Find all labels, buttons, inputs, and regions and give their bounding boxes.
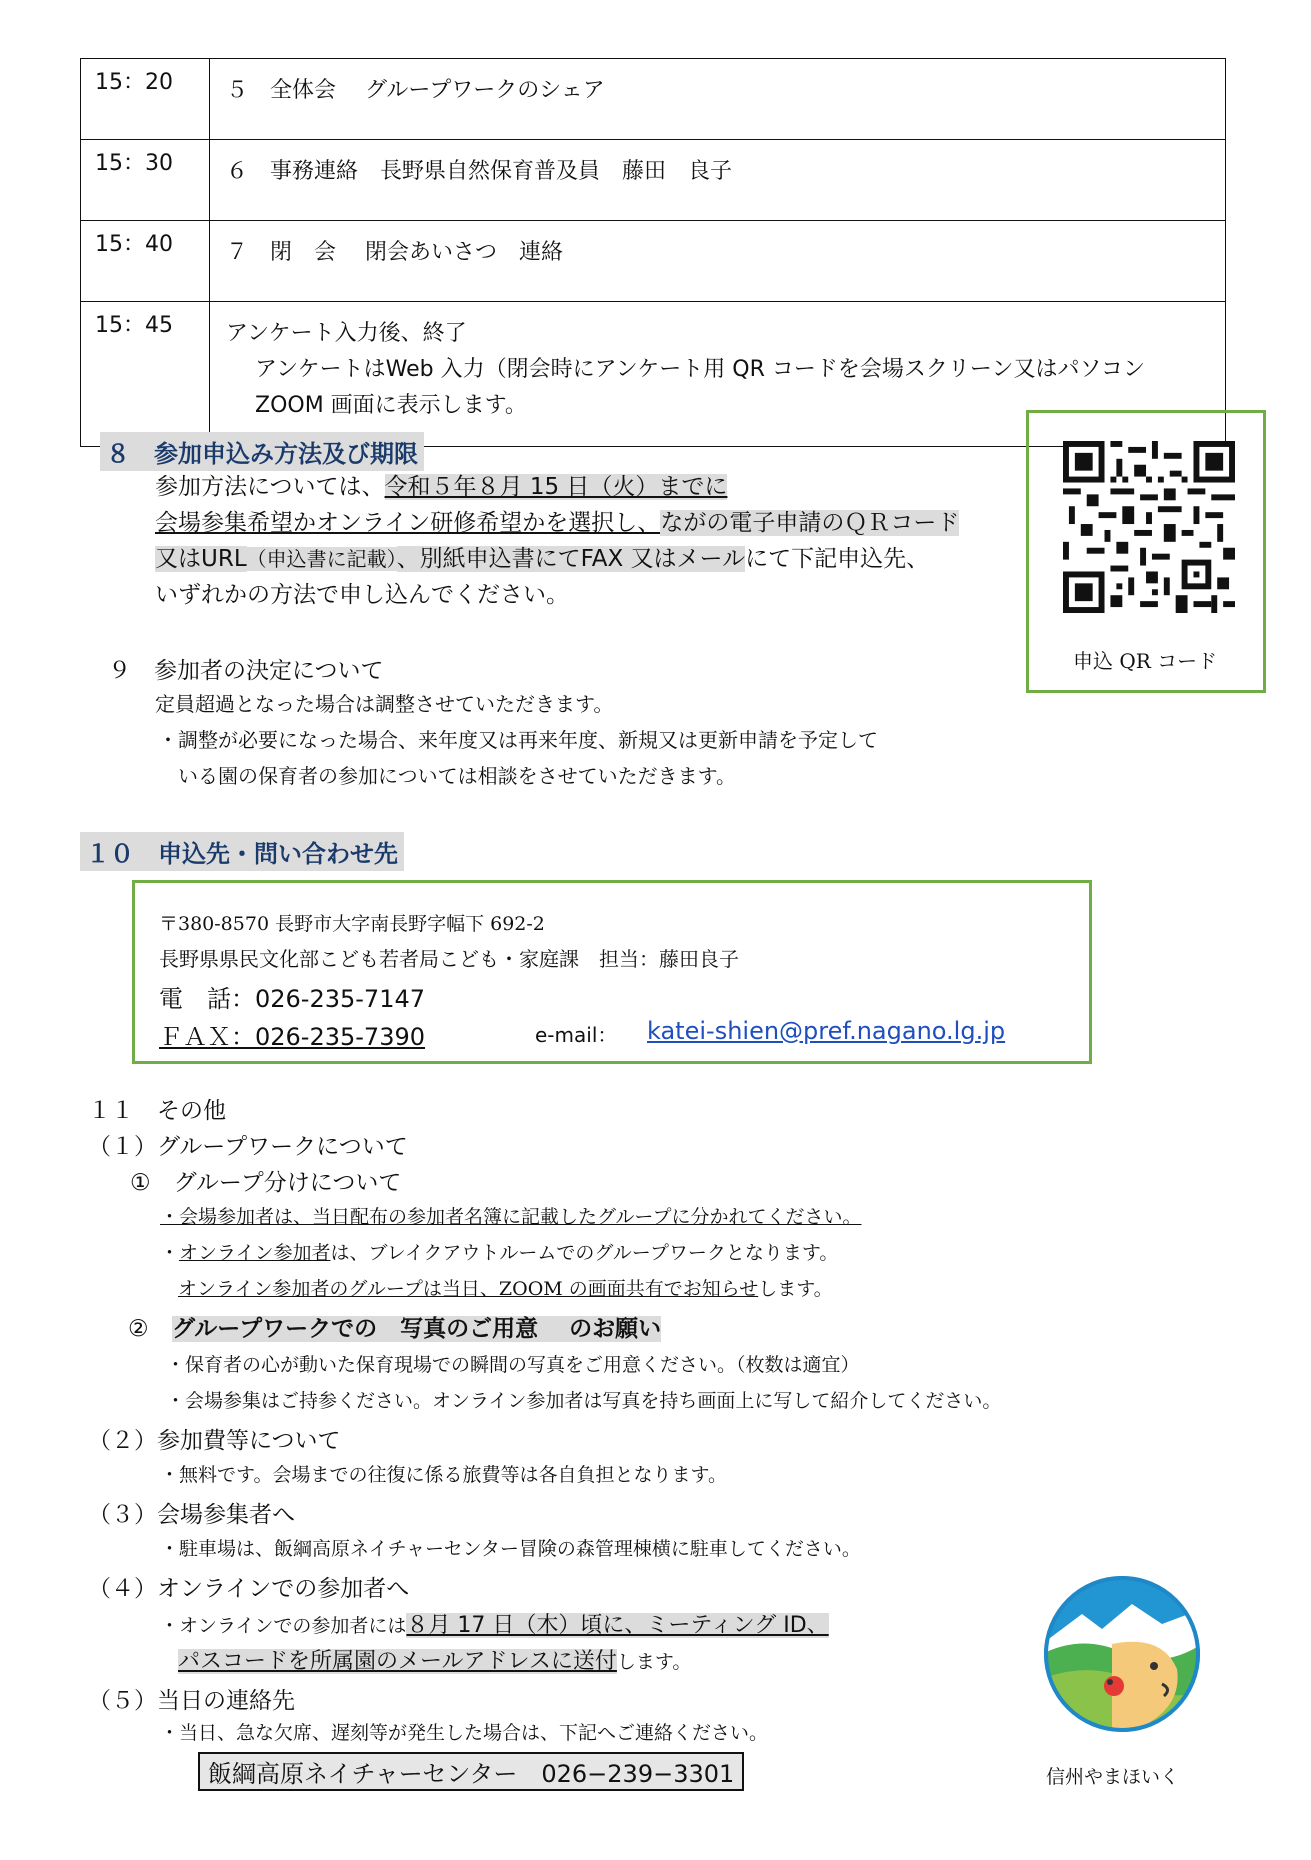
section-11-heading: １１ その他 — [88, 1098, 226, 1124]
body-line: ・会場参加者は、当日配布の参加者名簿に記載したグループに分かれてください。 — [160, 1206, 862, 1228]
subsection-heading: （４）オンラインでの参加者へ — [88, 1576, 410, 1602]
text: オンライン参加者 — [179, 1242, 331, 1264]
contact-tel: 電 話：026-235-7147 — [159, 985, 426, 1013]
text: は、ブレイクアウトルームでのグループワークとなります。 — [330, 1242, 839, 1264]
contact-box — [132, 880, 1092, 1064]
text: します。 — [616, 1651, 692, 1673]
schedule-desc-line: ZOOM 画面に表示します。 — [226, 393, 527, 418]
section-9-line: いる園の保育者の参加については相談をさせていただきます。 — [158, 764, 736, 788]
text: ８月 17 日（木）頃に、ミーティング ID、 — [406, 1613, 829, 1638]
subsection-heading: （１）グループワークについて — [88, 1134, 408, 1160]
body-line: ・当日、急な欠席、遅刻等が発生した場合は、下記へご連絡ください。 — [160, 1722, 769, 1744]
text: 、別紙申込書にてFAX 又はメール — [396, 546, 746, 572]
section-8-line — [155, 540, 929, 573]
section-9-heading: ９ 参加者の決定について — [108, 658, 384, 684]
logo-caption: 信州やまほいく — [1046, 1766, 1180, 1788]
section-8-heading: ８ 参加申込み方法及び期限 — [100, 432, 424, 471]
schedule-desc-line: アンケート入力後、終了 — [226, 321, 467, 346]
contact-email-label: e-mail： — [535, 1023, 618, 1047]
body-line — [160, 1238, 838, 1265]
schedule-table — [80, 58, 1226, 447]
qr-caption: 申込 QR コード — [1073, 649, 1218, 673]
contact-fax: ＦＡＸ：026-235-7390 — [159, 1023, 426, 1051]
qr-code-icon[interactable] — [1063, 441, 1235, 613]
text: 会場参集希望かオンライン研修希望かを選択し、 — [155, 510, 661, 536]
shinshu-yamahoiku-logo — [1042, 1574, 1202, 1734]
body-line: ・会場参集はご持参ください。オンライン参加者は写真を持ち画面上に写して紹介してください。 — [166, 1390, 1002, 1412]
section-8-line — [155, 468, 727, 501]
subsection-item: ① グループ分けについて — [130, 1170, 402, 1196]
text: ・ — [160, 1242, 180, 1264]
schedule-desc: ７ 閉 会 閉会あいさつ 連絡 — [210, 221, 1226, 302]
schedule-row — [81, 59, 1226, 140]
body-line — [160, 1608, 829, 1639]
section-10-heading: １０ 申込先・問い合わせ先 — [80, 832, 404, 871]
schedule-desc: ５ 全体会 グループワークのシェア — [210, 59, 1226, 140]
text: 又はURL — [155, 546, 247, 572]
text: します。 — [758, 1278, 833, 1300]
section-9-line: ・調整が必要になった場合、来年度又は再来年度、新規又は更新申請を予定して — [158, 728, 878, 752]
contact-address: 〒380-8570 長野市大字南長野字幅下 692-2 — [159, 913, 545, 935]
qr-box — [1026, 410, 1266, 693]
subsection-heading: （３）会場参集者へ — [88, 1502, 295, 1528]
schedule-time: 15：20 — [81, 59, 210, 140]
body-line: ・駐車場は、飯綱高原ネイチャーセンター冒険の森管理棟横に駐車してください。 — [160, 1538, 861, 1560]
text: ・オンラインでの参加者には — [160, 1615, 407, 1637]
body-line — [178, 1644, 691, 1675]
contact-dept: 長野県県民文化部こども若者局こども・家庭課 担当：藤田良子 — [159, 947, 739, 971]
photo-request-heading: グループワークでの 写真のご用意 のお願い — [171, 1316, 662, 1342]
text: にて下記申込先、 — [745, 546, 930, 572]
body-line — [178, 1274, 833, 1301]
section-8-line — [155, 504, 959, 537]
text: （申込書に記載） — [246, 547, 397, 571]
text: パスコードを所属園のメールアドレスに送付 — [178, 1649, 617, 1674]
section-9-line: 定員超過となった場合は調整させていただきます。 — [155, 692, 614, 716]
contact-phone-box: 飯綱高原ネイチャーセンター 026−239−3301 — [198, 1752, 744, 1791]
subsection-heading: （２）参加費等について — [88, 1428, 341, 1454]
subsection-heading: （５）当日の連絡先 — [88, 1688, 295, 1714]
section-8-line: いずれかの方法で申し込んでください。 — [155, 582, 569, 608]
text: オンライン参加者のグループは当日、ZOOM の画面共有でお知らせ — [178, 1278, 759, 1300]
schedule-desc-line: アンケートはWeb 入力（閉会時にアンケート用 QR コードを会場スクリーン又はパソコン — [226, 357, 1146, 382]
schedule-row — [81, 140, 1226, 221]
deadline-text: 令和５年８月 15 日（火）までに — [384, 474, 728, 500]
subsection-item — [128, 1310, 661, 1343]
qr-text: ながの電子申請のＱＲコード — [660, 510, 960, 536]
body-line: ・無料です。会場までの往復に係る旅費等は各自負担となります。 — [160, 1464, 727, 1486]
schedule-time: 15：30 — [81, 140, 210, 221]
schedule-desc: ６ 事務連絡 長野県自然保育普及員 藤田 良子 — [210, 140, 1226, 221]
body-line: ・保育者の心が動いた保育現場での瞬間の写真をご用意ください。（枚数は適宜） — [166, 1354, 860, 1376]
schedule-time: 15：40 — [81, 221, 210, 302]
text: 参加方法については、 — [155, 474, 385, 500]
contact-email-link[interactable]: katei-shien@pref.nagano.lg.jp — [647, 1017, 1006, 1045]
number: ② — [128, 1316, 149, 1342]
schedule-time: 15：45 — [81, 302, 210, 447]
schedule-row — [81, 221, 1226, 302]
